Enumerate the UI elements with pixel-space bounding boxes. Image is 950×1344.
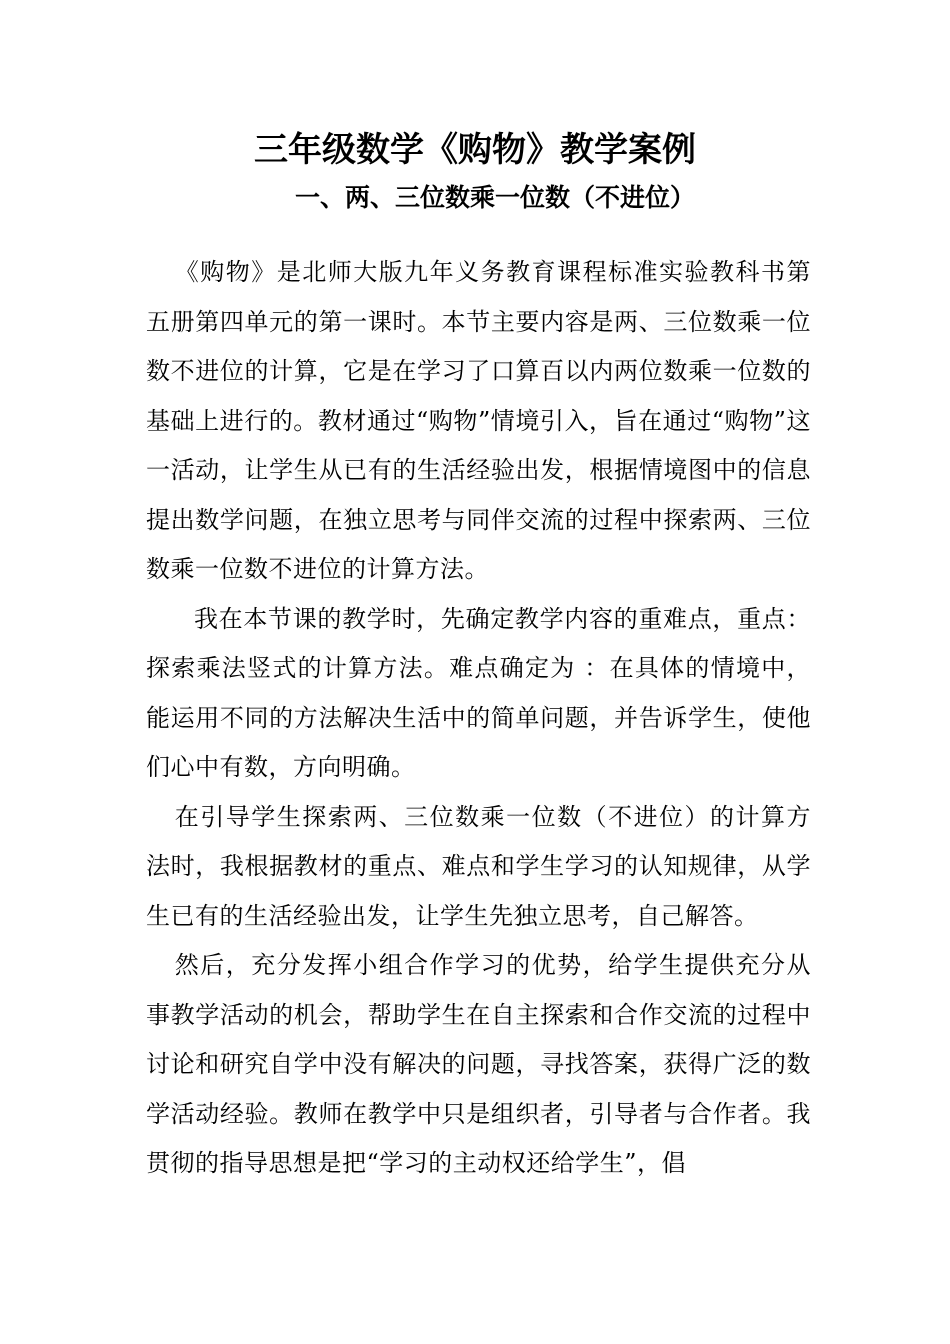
page-title: 三年级数学《购物》教学案例	[254, 130, 696, 170]
paragraph-group-work: 然后，充分发挥小组合作学习的优势，给学生提供充分从事教学活动的机会，帮助学生在自主探索和合作交流的过程中讨论和研究自学中没有解决的问题，寻找答案，获得广泛的数学活动经验。教师在教学中只是组织者，引导者与合作者。我贯彻的指导思想是把“学习的主动权还给学生”，倡	[146, 951, 811, 1177]
paragraph-intro: 《购物》是北师大版九年义务教育课程标准实验教科书第五册第四单元的第一课时。本节主要内容是两、三位数乘一位数不进位的计算，它是在学习了口算百以内两位数乘一位数的基础上进行的。教材通过“购物”情境引入，旨在通过“购物”这一活动，让学生从已有的生活经验出发，根据情境图中的信息提出数学问题，在独立思考与同伴交流的过程中探索两、三位数乘一位数不进位的计算方法。	[146, 258, 811, 583]
paragraph-method: 在引导学生探索两、三位数乘一位数（不进位）的计算方法时，我根据教材的重点、难点和学生学习的认知规律，从学生已有的生活经验出发，让学生先独立思考，自己解答。	[146, 802, 811, 930]
paragraph-key-points: 我在本节课的教学时，先确定教学内容的重难点，重点：探索乘法竖式的计算方法。难点确定为 ：在具体的情境中，能运用不同的方法解决生活中的简单问题，并告诉学生，使他们心中有数，方向明确。	[146, 604, 811, 781]
section-heading: 一、两、三位数乘一位数（不进位）	[294, 183, 695, 212]
body-text	[146, 248, 811, 1189]
